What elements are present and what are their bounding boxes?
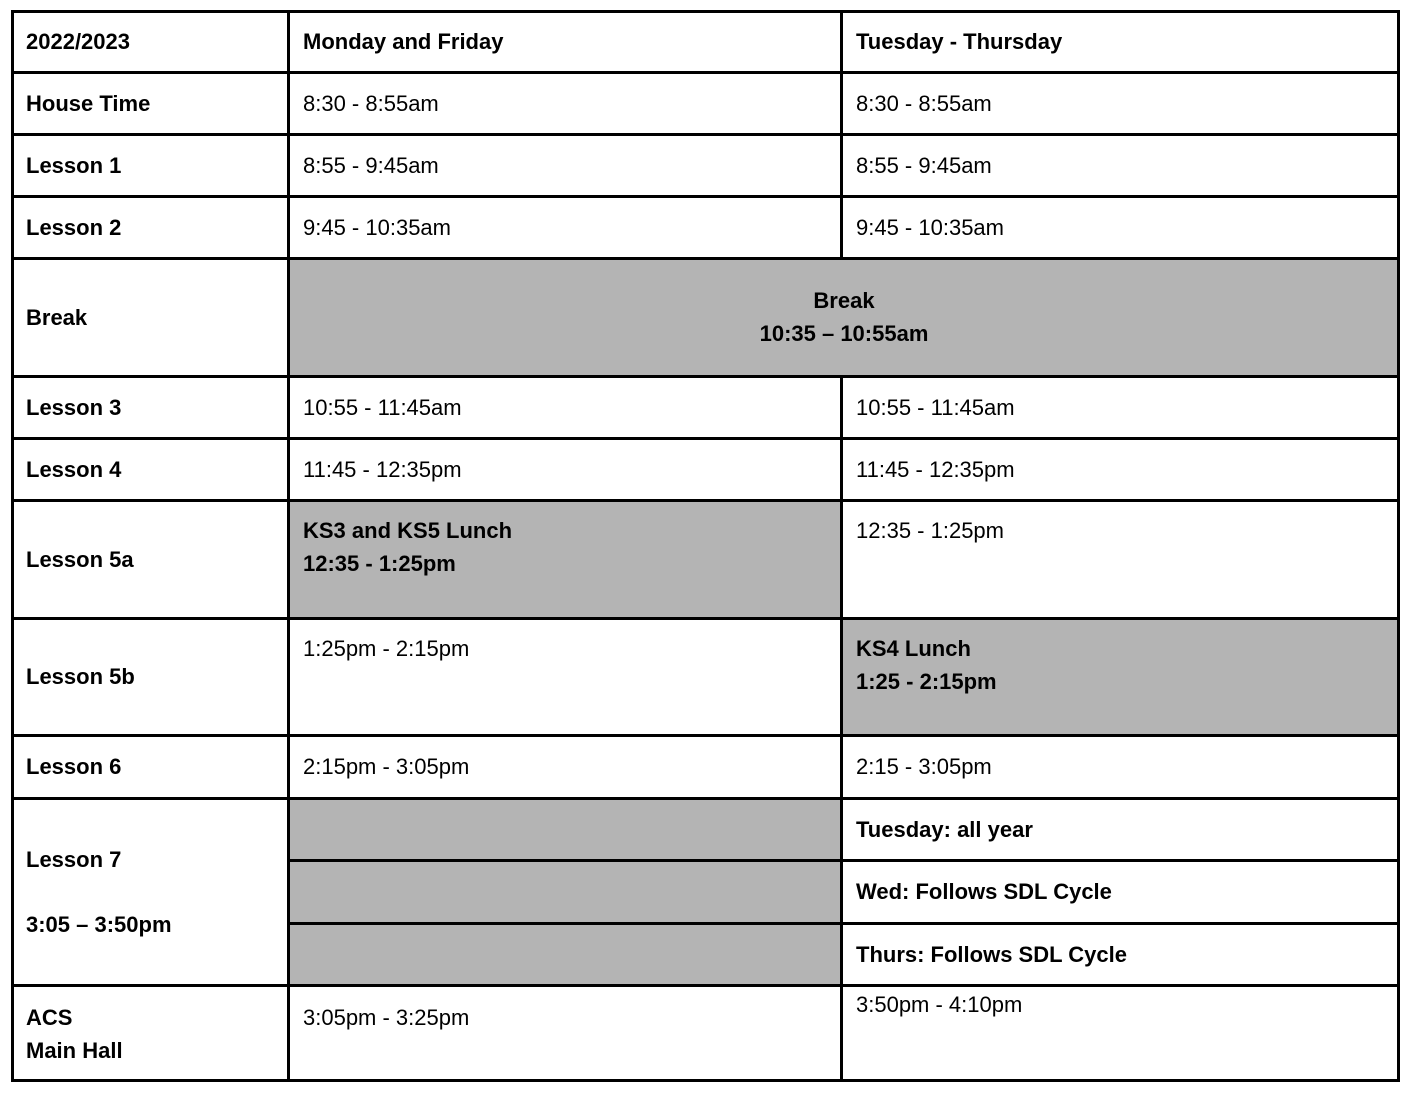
- ks3-ks5-lunch-time: 12:35 - 1:25pm: [303, 551, 456, 576]
- cell-acs-mf: 3:05pm - 3:25pm: [303, 1005, 470, 1030]
- lesson-7-time: 3:05 – 3:50pm: [26, 912, 172, 937]
- border-top: [11, 10, 1400, 13]
- row-divider: [11, 195, 1400, 198]
- cell-lesson-7-tuesday: Tuesday: all year: [856, 816, 1033, 842]
- acs-label: ACS: [26, 1004, 73, 1030]
- column-divider-2b: [840, 376, 843, 1082]
- cell-lesson-4-mf: 11:45 - 12:35pm: [303, 456, 462, 482]
- row-label-lesson-6: Lesson 6: [26, 754, 122, 779]
- header-monday-friday: Monday and Friday: [303, 28, 504, 54]
- cell-lesson-2-tt: 9:45 - 10:35am: [856, 214, 1004, 240]
- timetable: [11, 10, 1400, 1082]
- break-title: Break: [813, 288, 875, 313]
- row-divider: [11, 375, 1400, 378]
- lesson-7-label: Lesson 7: [26, 847, 122, 872]
- row-divider: [11, 734, 1400, 737]
- cell-lesson-6-mf: 2:15pm - 3:05pm: [303, 754, 470, 779]
- border-left: [11, 10, 14, 1082]
- row-divider-lesson-7: [288, 922, 1400, 925]
- row-divider: [11, 617, 1400, 620]
- row-label-lesson-5b: Lesson 5b: [26, 664, 135, 689]
- row-label-lesson-5a: Lesson 5a: [26, 546, 134, 572]
- cell-lesson-1-tt: 8:55 - 9:45am: [856, 152, 992, 178]
- cell-lesson-3-mf: 10:55 - 11:45am: [303, 394, 462, 420]
- row-label-acs: [11, 985, 288, 1082]
- ks4-lunch-time: 1:25 - 2:15pm: [856, 669, 997, 694]
- cell-lesson-7-mf-2: [288, 860, 841, 923]
- row-divider: [11, 797, 1400, 800]
- row-label-lesson-1: Lesson 1: [26, 152, 122, 178]
- cell-lesson-3-tt: 10:55 - 11:45am: [856, 394, 1015, 420]
- cell-acs-tt: 3:50pm - 4:10pm: [856, 992, 1023, 1017]
- ks4-lunch-title: KS4 Lunch: [856, 636, 971, 661]
- break-cell: [288, 258, 1400, 376]
- row-divider: [11, 437, 1400, 440]
- header-year: 2022/2023: [26, 28, 130, 54]
- row-divider: [11, 133, 1400, 136]
- header-tuesday-thursday: Tuesday - Thursday: [856, 28, 1063, 54]
- acs-location: Main Hall: [26, 1037, 123, 1063]
- row-divider: [11, 257, 1400, 260]
- row-label-break: Break: [26, 304, 88, 330]
- cell-lesson-4-tt: 11:45 - 12:35pm: [856, 456, 1015, 482]
- cell-lesson-1-mf: 8:55 - 9:45am: [303, 152, 439, 178]
- cell-lesson-6-tt: 2:15 - 3:05pm: [856, 754, 992, 779]
- cell-lesson-5a-mf-lunch: [288, 500, 841, 618]
- row-divider: [11, 71, 1400, 74]
- cell-lesson-7-thursday: Thurs: Follows SDL Cycle: [856, 941, 1127, 967]
- ks3-ks5-lunch-title: KS3 and KS5 Lunch: [303, 518, 513, 543]
- cell-house-time-tt: 8:30 - 8:55am: [856, 90, 992, 116]
- cell-house-time-mf: 8:30 - 8:55am: [303, 90, 439, 116]
- row-label-lesson-2: Lesson 2: [26, 214, 122, 240]
- row-label-lesson-4: Lesson 4: [26, 456, 122, 482]
- row-divider-lesson-7: [288, 859, 1400, 862]
- break-time: 10:35 – 10:55am: [759, 321, 929, 346]
- cell-lesson-5a-tt: 12:35 - 1:25pm: [856, 518, 1004, 543]
- row-label-house-time: House Time: [26, 90, 151, 116]
- cell-lesson-5b-mf: 1:25pm - 2:15pm: [303, 636, 470, 661]
- row-divider: [11, 984, 1400, 987]
- cell-lesson-7-wednesday: Wed: Follows SDL Cycle: [856, 879, 1112, 904]
- cell-lesson-7-mf-1: [288, 798, 841, 860]
- cell-lesson-5b-tt-lunch: [841, 618, 1400, 735]
- row-label-lesson-3: Lesson 3: [26, 394, 122, 420]
- row-divider: [11, 499, 1400, 502]
- row-label-lesson-7: [11, 798, 288, 985]
- cell-lesson-2-mf: 9:45 - 10:35am: [303, 214, 451, 240]
- border-bottom: [11, 1079, 1400, 1082]
- cell-lesson-7-mf-3: [288, 923, 841, 985]
